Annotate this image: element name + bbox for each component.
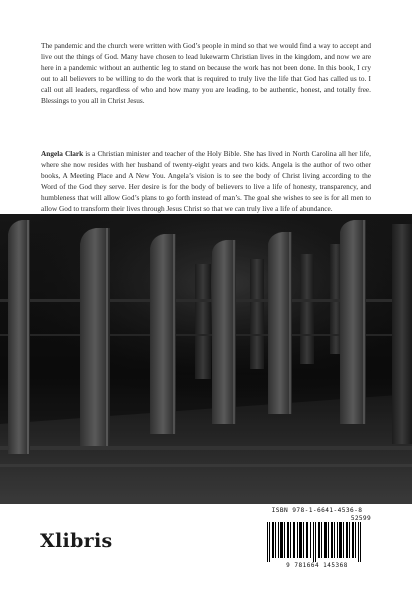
barcode-digits: 9 781664 145368 (286, 562, 348, 569)
isbn-barcode-block (261, 507, 373, 573)
author-bio-text: is a Christian minister and teacher of the Holy Bible. She has lived in North Carolina all her life, where she now resides with her husband of twenty-eight years and two kids. Angela is the author of two other books, A Meeting Place and A New You. Angela’s vision is to see the body of Christ living according to the Word of the God they serve. Her desire is for the body of believers to live a life of honesty, transparency, and humbleness that will allow God’s plans to go forth instead of man’s. The goal she wishes to see is for all men to allow God to transform their lives through Jesus Christ so that we can truly live a life of abundance. (41, 149, 371, 214)
author-bio (41, 148, 371, 215)
barcode-graphic (267, 522, 367, 562)
publisher-logo: Xlibris (40, 530, 113, 552)
author-name: Angela Clark (41, 149, 84, 158)
church-pews-photo (0, 214, 412, 504)
price-code: 52599 (350, 515, 371, 522)
photo-graphic (0, 214, 412, 504)
blurb-text: The pandemic and the church were written with God’s people in mind so that we would find a way to accept and live out the things of God. Many have chosen to lead lukewarm Christian lives in the kingdom, and now we are here in a pandemic without an authentic leg to stand on because the work has not been done. In this book, I cry out to all believers to be willing to do the work that is required to truly live the life that God has called us to. I call out all leaders, regardless of who and how many you are leading, to be authentic, honest, and totally free. Blessings to you all in Christ Jesus. (41, 41, 371, 106)
isbn-text: ISBN 978-1-6641-4536-8 (271, 507, 363, 514)
